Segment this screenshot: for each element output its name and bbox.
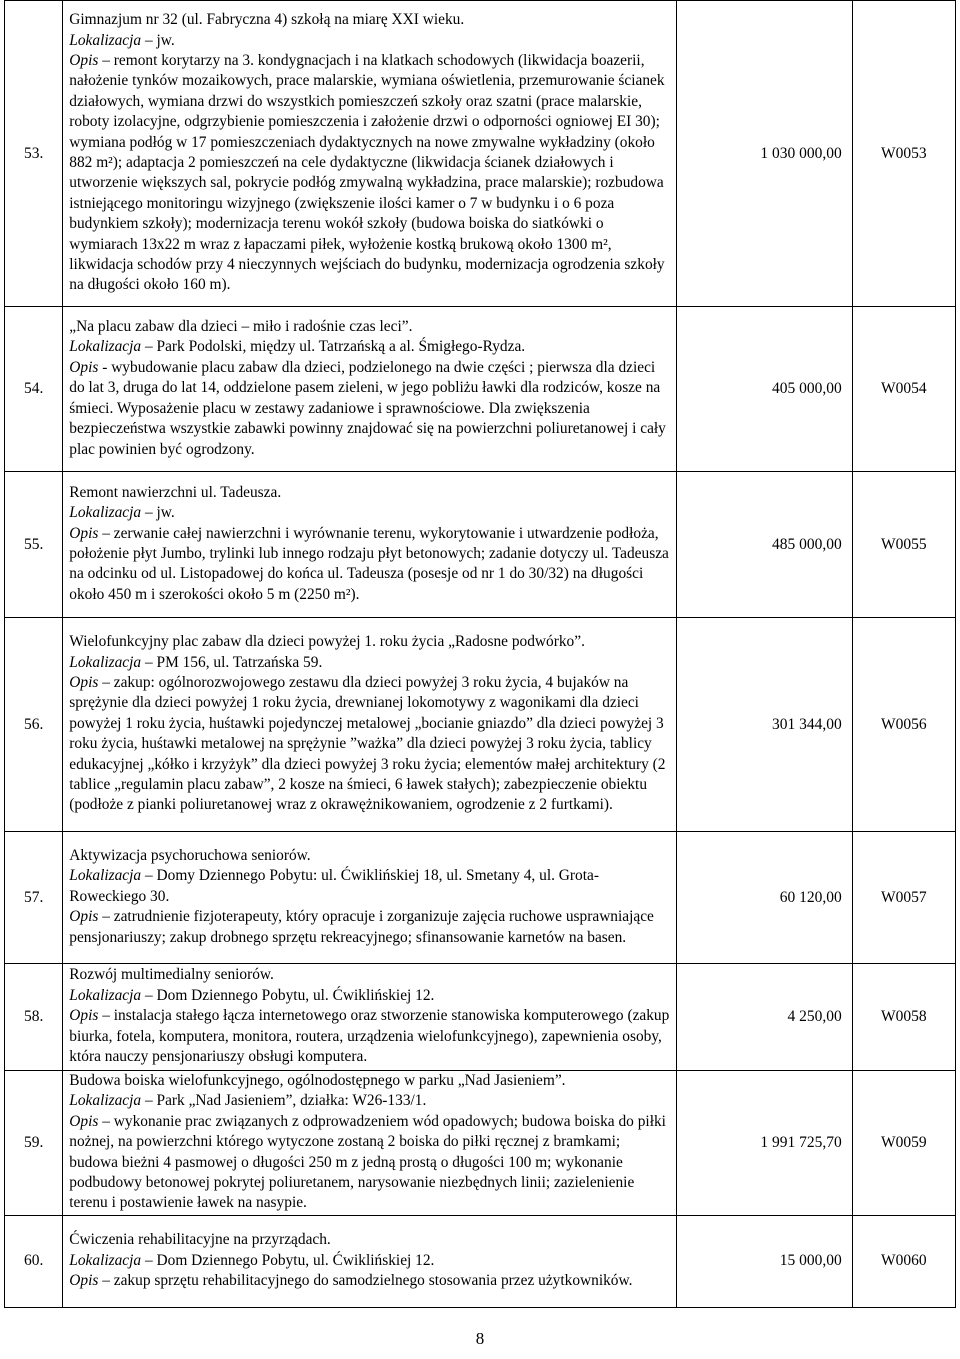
table-row [5,618,956,832]
project-description-cell [63,1,677,307]
project-amount: 60 120,00 [676,832,852,964]
project-description [69,1112,672,1214]
project-description-cell [63,618,677,832]
project-description [69,51,672,296]
location-text: – PM 156, ul. Tatrzańska 59. [144,653,323,671]
project-number: 58. [5,964,63,1071]
table-row [5,1215,956,1307]
description-text: – wykonanie prac związanych z odprowadzeniem wód opadowych; budowa boiska do piłki nożnej, na powierzchni którego wytyczone zostaną 2 boiska do piłki ręcznej z bramkami; budowa bieżni 4 pasmowej o długości 250 m z jedną prostą o długości 100 m; wykonanie podbudowy betonowej pokrytej poliuretanem, narysowanie niezbędnych linii; zazielenienie terenu i postawienie ławek na nasypie. [69,1112,666,1212]
description-text: – instalacja stałego łącza internetowego oraz stworzenie stanowiska komputerowego (zakup biurka, fotela, komputera, monitora, routera, urządzenia wielofunkcyjnego), zapewnienia osoby, która nauczy pensjonariuszy obsługi komputera. [69,1007,670,1066]
project-description-cell [63,472,677,618]
project-code: W0058 [852,964,955,1071]
project-code: W0054 [852,307,955,472]
project-location [69,1091,672,1111]
description-text: – zakup: ogólnorozwojowego zestawu dla dzieci powyżej 3 roku życia, 4 bujaków na sprężynie dla dzieci powyżej 1 roku życia, drewnianej lokomotywy z wagonikami dla dzieci powyżej 1 roku życia, huśtawki pojedynczej metalowej „bocianie gniazdo” dla dzieci powyżej 3 roku życia, huśtawki metalowej na sprężynie ”ważka” dla dzieci powyżej 3 roku życia, tablicy edukacyjnej „kółko i krzyżyk” dla dzieci powyżej 3 roku życia; elementów małej architektury (2 tablice „regulamin placu zabaw”, 2 kosze na śmieci, 6 ławek stałych); zabezpieczenie obiektu (podłoże z pianki poliuretanowej wraz z okrawężnikowaniem, ogrodzenie z 2 furtkami). [69,673,666,814]
description-label: Opis [69,1272,99,1290]
location-label: Lokalizacja [69,867,142,885]
project-amount: 15 000,00 [676,1215,852,1307]
project-amount: 405 000,00 [676,307,852,472]
location-text: – Park „Nad Jasieniem”, działka: W26-133/1. [144,1092,427,1110]
location-label: Lokalizacja [69,986,142,1004]
project-amount: 1 030 000,00 [676,1,852,307]
budget-projects-table [4,0,956,1308]
project-title: Gimnazjum nr 32 (ul. Fabryczna 4) szkołą na miarę XXI wieku. [69,11,465,29]
project-title: Ćwiczenia rehabilitacyjne na przyrządach. [69,1231,331,1249]
description-text: – zatrudnienie fizjoterapeuty, który opracuje i zorganizuje zajęcia ruchowe usprawniające pensjonariuszy; zakup drobnego sprzętu rekreacyjnego; sfinansowanie karnetów na basen. [69,908,654,946]
location-text: – jw. [144,504,175,522]
table-row [5,1,956,307]
project-number: 56. [5,618,63,832]
project-title: „Na placu zabaw dla dzieci – miło i radośnie czas leci”. [69,318,413,336]
location-label: Lokalizacja [69,31,142,49]
project-number: 59. [5,1071,63,1216]
description-label: Opis [69,673,99,691]
table-row [5,307,956,472]
project-code: W0059 [852,1071,955,1216]
location-label: Lokalizacja [69,338,142,356]
description-text: – remont korytarzy na 3. kondygnacjach i na klatkach schodowych (likwidacja boazerii, nałożenie tynków mozaikowych, prace malarskie, wymiana oświetlenia, przemurowanie ścianek działowych, wymiana drzwi do wszystkich pomieszczeń szkoły oraz szatni (prace malarskie, roboty izolacyjne, odgrzybienie pomieszczenia i założenie drzwi o odporności ogniowej EI 30); wymiana podłóg w 17 pomieszczeniach dydaktycznych na nowe zmywalne wykładziny (około 882 m²); adaptacja 2 pomieszczeń na cele dydaktyczne (likwidacja ścianek działowych i utworzenie większych sal, pokrycie podłóg zmywalną wykładzina, prace malarskie); rozbudowa istniejącego monitoringu wizyjnego (zwiększenie ilości kamer o 7 w budynku i o 6 poza budynkiem szkoły); modernizacja terenu wokół szkoły (budowa boiska do siatkówki o wymiarach 13x22 m wraz z łapaczami piłek, wyłożenie kostką brukową około 1300 m², likwidacja schodów przy 4 nieczynnych wejściach do budynku, modernizacja ogrodzenia szkoły na długości około 160 m). [69,51,665,294]
location-text: – Dom Dziennego Pobytu, ul. Ćwiklińskiej 12. [144,1251,435,1269]
project-number: 53. [5,1,63,307]
project-location [69,986,672,1006]
project-amount: 301 344,00 [676,618,852,832]
location-label: Lokalizacja [69,653,142,671]
description-label: Opis [69,1112,99,1130]
project-title: Budowa boiska wielofunkcyjnego, ogólnodostępnego w parku „Nad Jasieniem”. [69,1072,566,1089]
description-label: Opis [69,51,99,69]
project-description [69,1006,672,1067]
project-description [69,524,672,606]
project-code: W0060 [852,1215,955,1307]
project-location [69,503,672,523]
project-code: W0053 [852,1,955,307]
project-description-cell [63,1215,677,1307]
location-text: – Park Podolski, między ul. Tatrzańską a al. Śmigłego-Rydza. [144,338,526,356]
project-description [69,1271,672,1291]
project-description [69,358,672,460]
description-label: Opis [69,358,99,376]
project-number: 54. [5,307,63,472]
project-number: 55. [5,472,63,618]
description-label: Opis [69,908,99,926]
project-code: W0057 [852,832,955,964]
description-text: – zakup sprzętu rehabilitacyjnego do samodzielnego stosowania przez użytkowników. [102,1272,633,1290]
project-number: 60. [5,1215,63,1307]
project-description-cell [63,964,677,1071]
project-description-cell [63,1071,677,1216]
description-label: Opis [69,524,99,542]
table-row [5,964,956,1071]
description-label: Opis [69,1007,99,1025]
table-row [5,832,956,964]
project-amount: 485 000,00 [676,472,852,618]
description-text: - wybudowanie placu zabaw dla dzieci, podzielonego na dwie części ; pierwsza dla dzieci do lat 3, druga do lat 14, oddzielone pasem zieleni, w jego pobliżu ławki dla rodziców, kosze na śmieci. Wyposażenie placu w zestawy zadaniowe i sprawnościowe. Dla zwiększenia bezpieczeństwa wszystkie zabawki powinny znajdować się na powierzchni poliuretanowej i cały plac powinien być ogrodzony. [69,358,666,458]
table-row [5,472,956,618]
project-code: W0056 [852,618,955,832]
project-code: W0055 [852,472,955,618]
project-description [69,673,672,816]
project-title: Remont nawierzchni ul. Tadeusza. [69,483,282,501]
project-amount: 4 250,00 [676,964,852,1071]
table-row [5,1071,956,1216]
project-title: Wielofunkcyjny plac zabaw dla dzieci powyżej 1. roku życia „Radosne podwórko”. [69,633,585,651]
project-description [69,907,672,948]
project-location [69,653,672,673]
project-number: 57. [5,832,63,964]
location-label: Lokalizacja [69,504,142,522]
page-number: 8 [475,1329,485,1348]
description-text: – zerwanie całej nawierzchni i wyrównanie terenu, wykorytowanie i utwardzenie podłoża, położenie płyt Jumbo, trylinki lub innego rodzaju płyt betonowych; zadanie dotyczy ul. Tadeusza na odcinku od ul. Listopadowej do końca ul. Tadeusza (posesje od nr 1 do 30/32) na długości około 450 m i szerokości około 5 m (2250 m²). [69,524,669,603]
location-label: Lokalizacja [69,1092,142,1110]
project-amount: 1 991 725,70 [676,1071,852,1216]
project-location [69,1251,672,1271]
project-location [69,337,672,357]
project-description-cell [63,832,677,964]
project-location [69,866,672,907]
location-text: – jw. [144,31,175,49]
project-location [69,31,672,51]
location-label: Lokalizacja [69,1251,142,1269]
location-text: – Dom Dziennego Pobytu, ul. Ćwiklińskiej 12. [144,986,435,1004]
project-description-cell [63,307,677,472]
location-text: – Domy Dziennego Pobytu: ul. Ćwiklińskiej 18, ul. Smetany 4, ul. Grota-Roweckiego 30. [69,867,599,905]
project-title: Rozwój multimedialny seniorów. [69,966,274,984]
project-title: Aktywizacja psychoruchowa seniorów. [69,846,311,864]
